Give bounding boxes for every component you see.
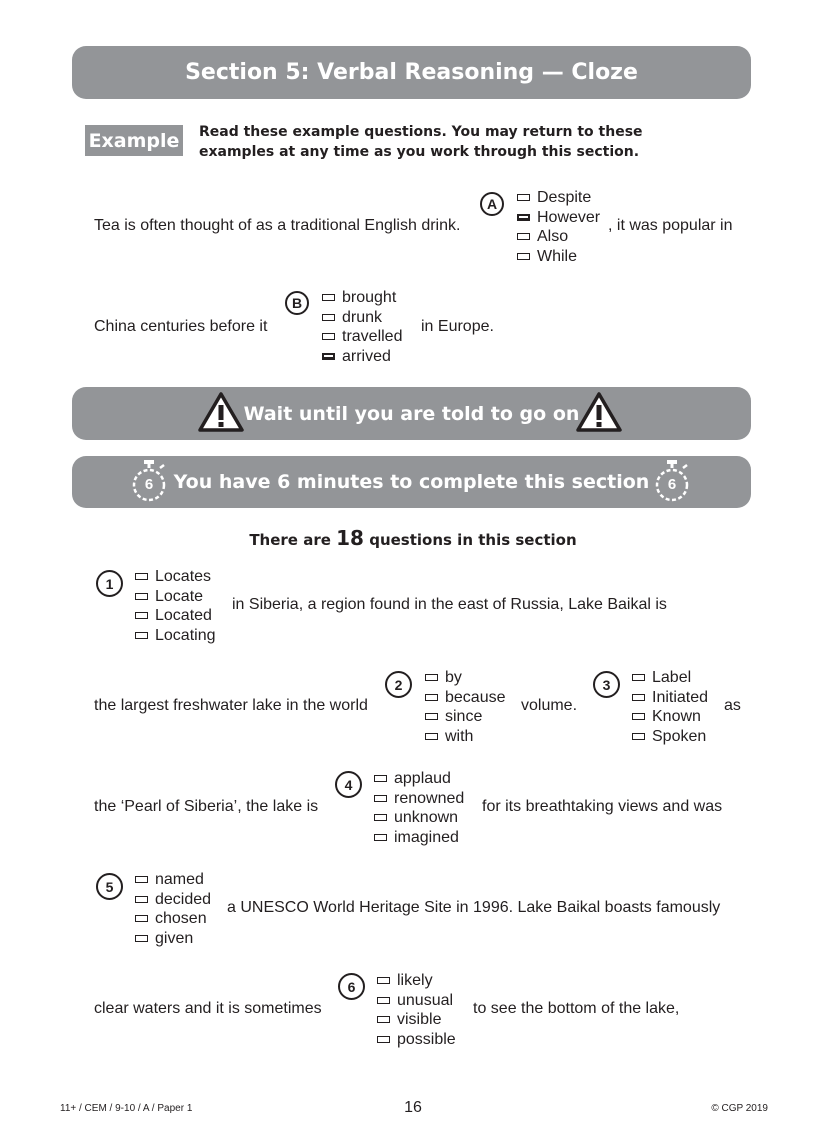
question-2-text-after: volume. xyxy=(521,697,578,714)
option-label: Initiated xyxy=(652,688,709,706)
option-label: named xyxy=(155,871,204,888)
option-label: travelled xyxy=(342,328,403,345)
answer-checkbox[interactable] xyxy=(374,795,387,802)
question-4-text-before: the ‘Pearl of Siberia’, the lake is xyxy=(94,798,319,815)
example-b-options xyxy=(322,288,402,366)
answer-checkbox[interactable] xyxy=(135,632,148,639)
option-label: imagined xyxy=(394,828,459,846)
option-label: decided xyxy=(155,890,212,908)
option-label: by xyxy=(445,669,462,686)
question-1-options xyxy=(135,567,216,645)
option-label: brought xyxy=(342,289,397,306)
question-number-3: 3 xyxy=(593,671,620,698)
option-row[interactable] xyxy=(374,808,464,828)
section-title-bar xyxy=(72,46,751,99)
warning-icon xyxy=(198,391,244,433)
question-6-options xyxy=(377,971,456,1049)
time-text: You have 6 minutes to complete this section xyxy=(173,471,650,493)
option-row[interactable] xyxy=(135,870,211,890)
option-label: Spoken xyxy=(652,727,707,745)
option-row[interactable] xyxy=(517,188,600,208)
answer-checkbox[interactable] xyxy=(135,593,148,600)
answer-checkbox[interactable] xyxy=(135,915,148,922)
option-row[interactable] xyxy=(135,929,211,949)
question-number-6: 6 xyxy=(338,973,365,1000)
example-b-marker: B xyxy=(285,291,309,315)
option-label: unusual xyxy=(397,991,454,1009)
page-number: 16 xyxy=(404,1099,422,1116)
option-row[interactable] xyxy=(377,991,456,1011)
option-row[interactable] xyxy=(135,567,216,587)
option-label: Locates xyxy=(155,568,212,585)
example-b-text-after: in Europe. xyxy=(421,318,494,335)
option-label: Despite xyxy=(537,189,592,206)
stopwatch-icon xyxy=(129,459,169,503)
question-4-text-after: for its breathtaking views and was xyxy=(482,798,723,815)
option-row[interactable] xyxy=(517,227,600,247)
option-row[interactable] xyxy=(322,288,402,308)
option-label: drunk xyxy=(342,308,383,326)
answer-checkbox[interactable] xyxy=(425,733,438,740)
answer-checkbox[interactable] xyxy=(632,713,645,720)
answer-checkbox-selected[interactable] xyxy=(322,353,335,360)
example-a-marker: A xyxy=(480,192,504,216)
question-1-text-after: in Siberia, a region found in the east of Russia, Lake Baikal is xyxy=(232,596,667,613)
option-label: However xyxy=(537,208,601,226)
option-label: given xyxy=(155,929,194,947)
answer-checkbox[interactable] xyxy=(374,834,387,841)
stopwatch-icon xyxy=(652,459,692,503)
question-count-suffix: questions in this section xyxy=(369,531,577,549)
option-label: renowned xyxy=(394,789,465,807)
question-number-2: 2 xyxy=(385,671,412,698)
question-2-text-before: the largest freshwater lake in the world xyxy=(94,697,368,714)
answer-checkbox[interactable] xyxy=(374,775,387,782)
section-title: Section 5: Verbal Reasoning — Cloze xyxy=(185,60,638,85)
answer-checkbox[interactable] xyxy=(377,977,390,984)
option-row[interactable] xyxy=(322,327,402,347)
answer-checkbox[interactable] xyxy=(632,674,645,681)
question-count xyxy=(0,526,826,550)
option-row[interactable] xyxy=(425,727,506,747)
option-label: While xyxy=(537,247,578,265)
option-row[interactable] xyxy=(632,727,708,747)
stopwatch-minutes: 6 xyxy=(667,476,677,493)
option-row[interactable] xyxy=(632,668,708,688)
answer-checkbox[interactable] xyxy=(322,333,335,340)
option-label: possible xyxy=(397,1030,456,1048)
option-label: Located xyxy=(155,607,212,624)
footer-copyright: © CGP 2019 xyxy=(711,1103,768,1114)
option-row[interactable] xyxy=(374,789,464,809)
answer-checkbox[interactable] xyxy=(377,997,390,1004)
answer-checkbox[interactable] xyxy=(322,314,335,321)
answer-checkbox[interactable] xyxy=(517,233,530,240)
option-row[interactable] xyxy=(135,587,216,607)
option-label: unknown xyxy=(394,809,459,826)
answer-checkbox-selected[interactable] xyxy=(517,214,530,221)
option-row[interactable] xyxy=(517,208,600,228)
option-label: Locate xyxy=(155,587,204,605)
option-row[interactable] xyxy=(322,347,402,367)
answer-checkbox[interactable] xyxy=(374,814,387,821)
option-row[interactable] xyxy=(377,1010,456,1030)
warning-icon xyxy=(576,391,622,433)
option-row[interactable] xyxy=(135,909,211,929)
option-row[interactable] xyxy=(632,688,708,708)
option-row[interactable] xyxy=(135,626,216,646)
answer-checkbox[interactable] xyxy=(425,674,438,681)
option-label: since xyxy=(445,708,483,725)
answer-checkbox[interactable] xyxy=(425,694,438,701)
answer-checkbox[interactable] xyxy=(517,253,530,260)
answer-checkbox[interactable] xyxy=(322,294,335,301)
footer-paper-code: 11+ / CEM / 9-10 / A / Paper 1 xyxy=(60,1103,193,1114)
option-row[interactable] xyxy=(374,769,464,789)
example-a-text-after: , it was popular in xyxy=(608,217,733,234)
answer-checkbox[interactable] xyxy=(632,694,645,701)
answer-checkbox[interactable] xyxy=(632,733,645,740)
question-6-text-after: to see the bottom of the lake, xyxy=(473,1000,680,1017)
option-row[interactable] xyxy=(374,828,464,848)
option-label: Label xyxy=(652,669,692,686)
option-label: arrived xyxy=(342,347,391,365)
example-a-text-before: Tea is often thought of as a traditional English drink. xyxy=(94,217,461,234)
example-a-options xyxy=(517,188,600,266)
question-6-text-before: clear waters and it is sometimes xyxy=(94,1000,322,1017)
option-row[interactable] xyxy=(517,247,600,267)
option-label: chosen xyxy=(155,910,207,927)
wait-banner xyxy=(72,387,751,440)
option-label: Locating xyxy=(155,626,216,644)
time-banner xyxy=(72,456,751,508)
option-row[interactable] xyxy=(135,606,216,626)
question-4-options xyxy=(374,769,464,847)
answer-checkbox[interactable] xyxy=(377,1016,390,1023)
answer-checkbox[interactable] xyxy=(517,194,530,201)
question-number-5: 5 xyxy=(96,873,123,900)
answer-checkbox[interactable] xyxy=(135,896,148,903)
answer-checkbox[interactable] xyxy=(135,876,148,883)
question-number-4: 4 xyxy=(335,771,362,798)
question-3-options xyxy=(632,668,708,746)
option-row[interactable] xyxy=(425,668,506,688)
question-3-text-after: as xyxy=(724,697,741,714)
question-5-options xyxy=(135,870,211,948)
option-label: because xyxy=(445,688,506,706)
option-label: likely xyxy=(397,972,433,989)
question-count-prefix: There are xyxy=(249,531,331,549)
stopwatch-minutes: 6 xyxy=(144,476,154,493)
option-label: applaud xyxy=(394,770,451,787)
option-label: visible xyxy=(397,1011,442,1028)
option-row[interactable] xyxy=(377,971,456,991)
option-row[interactable] xyxy=(135,890,211,910)
option-row[interactable] xyxy=(322,308,402,328)
answer-checkbox[interactable] xyxy=(135,573,148,580)
answer-checkbox[interactable] xyxy=(377,1036,390,1043)
answer-checkbox[interactable] xyxy=(135,612,148,619)
example-b-text-before: China centuries before it xyxy=(94,318,268,335)
example-label: Example xyxy=(85,125,183,156)
wait-text: Wait until you are told to go on xyxy=(243,402,580,425)
option-row[interactable] xyxy=(377,1030,456,1050)
question-count-number: 18 xyxy=(336,526,364,550)
option-label: Also xyxy=(537,228,569,245)
answer-checkbox[interactable] xyxy=(425,713,438,720)
example-instruction: Read these example questions. You may return to these examples at any time as you work through this section. xyxy=(199,124,643,160)
question-number-1: 1 xyxy=(96,570,123,597)
option-row[interactable] xyxy=(425,688,506,708)
answer-checkbox[interactable] xyxy=(135,935,148,942)
question-5-text-after: a UNESCO World Heritage Site in 1996. Lake Baikal boasts famously xyxy=(227,899,721,916)
option-label: with xyxy=(445,727,474,745)
option-label: Known xyxy=(652,708,701,725)
option-row[interactable] xyxy=(425,707,506,727)
question-2-options xyxy=(425,668,506,746)
option-row[interactable] xyxy=(632,707,708,727)
